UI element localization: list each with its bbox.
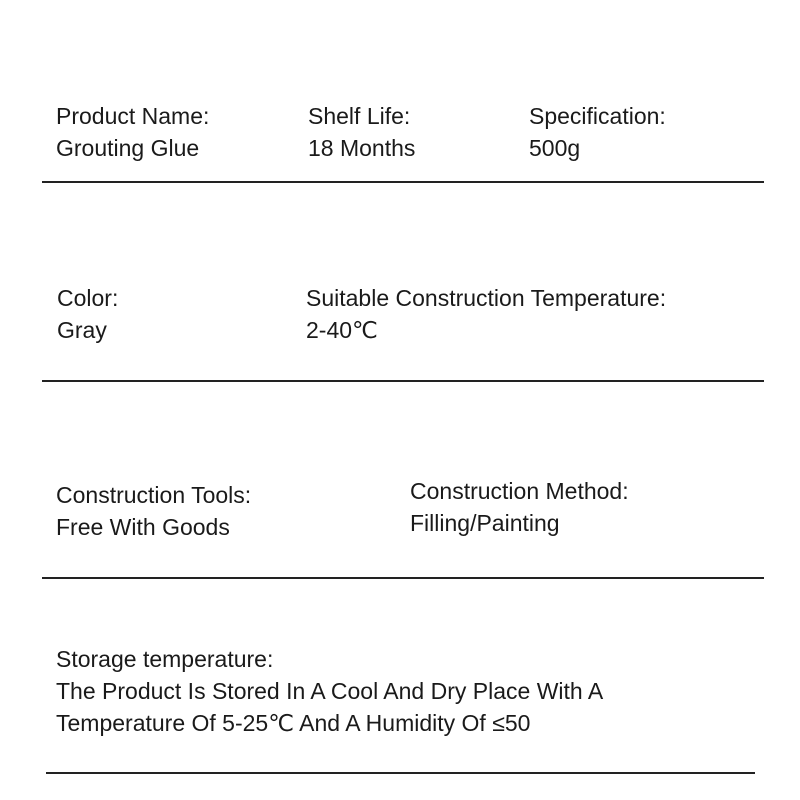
construction-method-field	[410, 475, 629, 539]
specification-field	[529, 100, 666, 164]
divider-1	[42, 181, 764, 183]
construction-temperature-value: 2-40℃	[306, 317, 378, 343]
color-field	[57, 282, 118, 346]
specification-label: Specification:	[529, 103, 666, 129]
divider-2	[42, 380, 764, 382]
divider-4	[46, 772, 755, 774]
divider-3	[42, 577, 764, 579]
color-value: Gray	[57, 317, 107, 343]
construction-temperature-label: Suitable Construction Temperature:	[306, 285, 667, 311]
storage-field	[56, 643, 603, 739]
construction-method-value: Filling/Painting	[410, 510, 560, 536]
product-name-label: Product Name:	[56, 103, 210, 129]
product-name-value: Grouting Glue	[56, 135, 200, 161]
storage-label: Storage temperature:	[56, 646, 274, 672]
construction-tools-value: Free With Goods	[56, 514, 230, 540]
color-label: Color:	[57, 285, 119, 311]
construction-tools-field	[56, 479, 251, 543]
specification-value: 500g	[529, 135, 581, 161]
shelf-life-field	[308, 100, 415, 164]
construction-temperature-field	[306, 282, 666, 346]
construction-tools-label: Construction Tools:	[56, 482, 252, 508]
product-name-field	[56, 100, 209, 164]
storage-value-line-2: Temperature Of 5-25℃ And A Humidity Of ≤50	[56, 710, 531, 736]
shelf-life-label: Shelf Life:	[308, 103, 411, 129]
storage-value-line-1: The Product Is Stored In A Cool And Dry Place With A	[56, 678, 604, 704]
shelf-life-value: 18 Months	[308, 135, 416, 161]
construction-method-label: Construction Method:	[410, 478, 629, 504]
